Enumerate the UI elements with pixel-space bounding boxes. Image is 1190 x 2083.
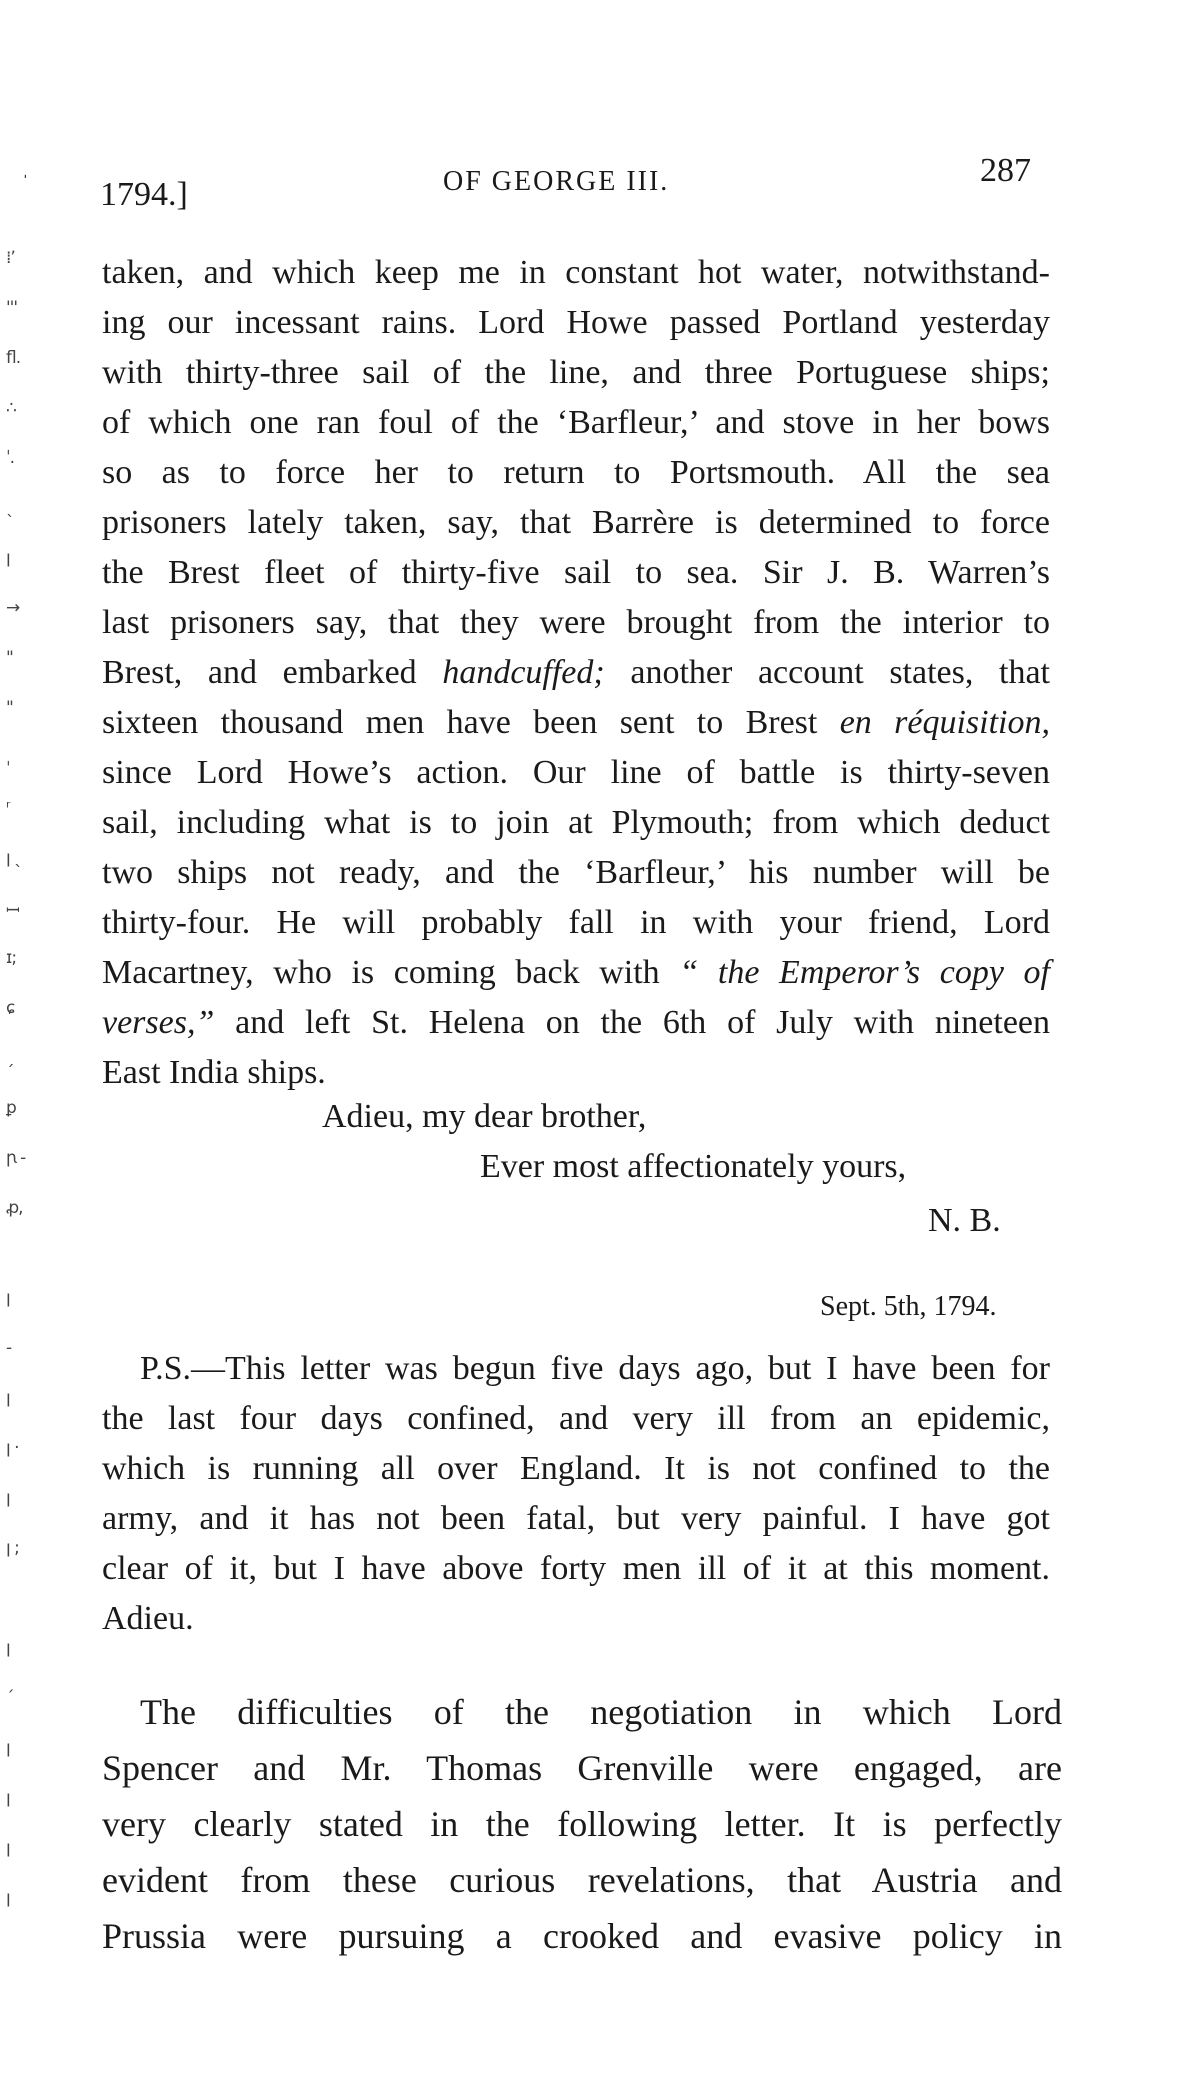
text-line-brest	[102, 648, 1050, 698]
text-line: prisoners lately taken, say, that Barrère is determined to force	[102, 504, 1050, 541]
gutter-mark: ˌ	[6, 748, 10, 768]
gutter-mark: ꞁ	[6, 1838, 10, 1858]
text-line: Prussia were pursuing a crooked and evasive policy in	[102, 1916, 1062, 1956]
text-run: Brest, and embarked	[102, 654, 443, 691]
italic-emperors-copy: “ the Emperor’s copy of	[679, 954, 1050, 991]
text-line: East India ships.	[102, 1054, 326, 1091]
closing-ever: Ever most affectionately yours,	[480, 1148, 907, 1185]
text-line: Adieu.	[102, 1600, 194, 1637]
text-line: which is running all over England. It is not confined to the	[102, 1450, 1050, 1487]
gutter-mark: ˎ	[6, 498, 14, 518]
margin-tick: ˈ	[22, 172, 29, 194]
gutter-mark: ꞁ	[6, 1788, 10, 1808]
text-line: two ships not ready, and the ‘Barfleur,’ his number will be	[102, 854, 1050, 891]
text-line: The difficulties of the negotiation in which Lord	[140, 1692, 1062, 1732]
gutter-mark: ⁞ʼ	[6, 248, 15, 268]
text-line: with thirty-three sail of the line, and three Portuguese ships;	[102, 354, 1050, 391]
gutter-bleed-through	[0, 0, 70, 2083]
text-line: very clearly stated in the following letter. It is perfectly	[102, 1804, 1062, 1844]
ps-date: Sept. 5th, 1794.	[820, 1291, 997, 1322]
gutter-mark: ꞁ	[6, 1738, 10, 1758]
gutter-mark: ꞁ	[6, 1888, 10, 1908]
gutter-mark: ꞁ	[6, 1288, 10, 1308]
running-header	[0, 0, 1190, 220]
text-line: last prisoners say, that they were brought from the interior to	[102, 604, 1050, 641]
running-year: 1794.]	[100, 176, 188, 213]
italic-en-requisition: en réquisition,	[839, 704, 1050, 741]
gutter-mark: ꞁ	[6, 548, 10, 568]
page-number: 287	[980, 152, 1031, 189]
text-line: evident from these curious revelations, that Austria and	[102, 1860, 1062, 1900]
gutter-mark: ʳ	[6, 798, 10, 818]
text-run: another account states, that	[604, 654, 1050, 691]
gutter-mark: ꞁ ˎ	[6, 848, 22, 868]
gutter-mark: →	[6, 598, 20, 618]
gutter-mark: ˏ	[6, 1048, 14, 1068]
text-run: and left St. Helena on the 6th of July with nineteen	[214, 1004, 1050, 1041]
gutter-mark: ꟷ	[6, 901, 19, 921]
gutter-mark: -	[6, 1338, 12, 1358]
gutter-mark: ꞁ	[6, 1388, 10, 1408]
gutter-mark: ˈ.	[6, 448, 15, 468]
closing-adieu: Adieu, my dear brother,	[322, 1098, 647, 1135]
text-line-macartney	[102, 948, 1050, 998]
text-line: army, and it has not been fatal, but very painful. I have got	[102, 1500, 1050, 1537]
gutter-mark: ﬂ.	[6, 348, 21, 368]
text-line: ing our incessant rains. Lord Howe passed Portland yesterday	[102, 304, 1050, 341]
text-line: since Lord Howe’s action. Our line of battle is thirty-seven	[102, 754, 1050, 791]
text-line: P.S.—This letter was begun five days ago, but I have been for	[140, 1350, 1050, 1387]
gutter-mark: ꝓ,	[6, 1198, 23, 1218]
text-line: sail, including what is to join at Plymouth; from which deduct	[102, 804, 1050, 841]
text-line: of which one ran foul of the ‘Barfleur,’ and stove in her bows	[102, 404, 1050, 441]
text-line: the last four days confined, and very ill from an epidemic,	[102, 1400, 1050, 1437]
italic-handcuffed: handcuffed;	[442, 654, 605, 691]
gutter-mark: "	[6, 648, 13, 668]
text-line: the Brest fleet of thirty-five sail to sea. Sir J. B. Warren’s	[102, 554, 1050, 591]
gutter-mark: ɪ;	[6, 948, 17, 968]
gutter-mark: ˊ	[6, 1688, 14, 1708]
text-line-verses	[102, 998, 1050, 1048]
text-line-requisition	[102, 698, 1050, 748]
text-run: sixteen thousand men have been sent to Brest	[102, 704, 840, 741]
italic-verses: verses,”	[102, 1004, 215, 1041]
gutter-mark: ꞁ ·	[6, 1438, 19, 1458]
text-line: taken, and which keep me in constant hot water, notwithstand-	[102, 254, 1050, 291]
gutter-mark: "	[6, 698, 13, 718]
gutter-mark: ꞁ	[6, 1488, 10, 1508]
gutter-mark: ɕ	[6, 998, 15, 1018]
text-line: Spencer and Mr. Thomas Grenville were engaged, are	[102, 1748, 1062, 1788]
gutter-mark: ꞁ	[6, 1638, 10, 1658]
gutter-mark: ꞁ ;	[6, 1538, 19, 1558]
text-line: clear of it, but I have above forty men ill of it at this moment.	[102, 1550, 1050, 1587]
text-line: thirty-four. He will probably fall in with your friend, Lord	[102, 904, 1050, 941]
text-run: Macartney, who is coming back with	[102, 954, 680, 991]
signature: N. B.	[928, 1202, 1001, 1239]
gutter-mark: ꝑ	[6, 1098, 16, 1118]
gutter-mark: ꞃ -	[6, 1148, 26, 1168]
text-line: so as to force her to return to Portsmouth. All the sea	[102, 454, 1050, 491]
gutter-mark: ꞌꞌꞌ	[6, 298, 18, 318]
gutter-mark: ∴	[6, 398, 16, 418]
running-title: OF GEORGE III.	[443, 166, 670, 197]
